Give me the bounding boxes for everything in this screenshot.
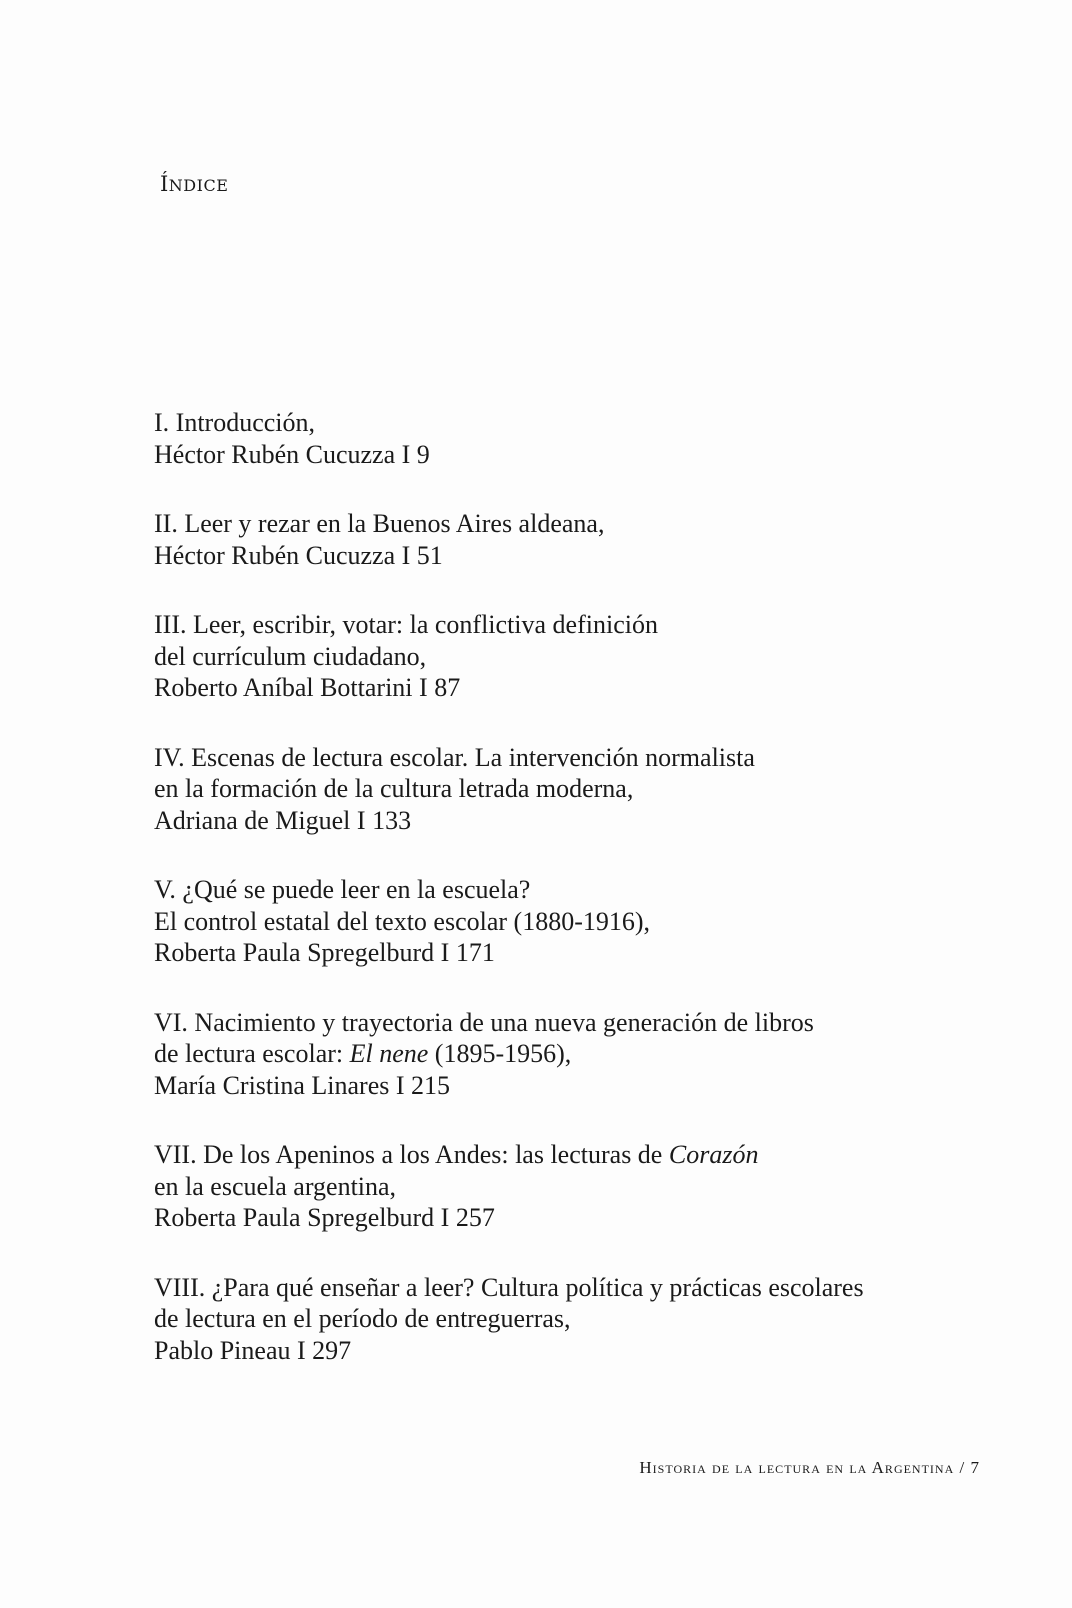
- toc-entry-title: III. Leer, escribir, votar: la conflictiva definición: [154, 610, 658, 639]
- toc-entry-title: II. Leer y rezar en la Buenos Aires aldeana,: [154, 509, 605, 538]
- toc-entry-author-line: [154, 439, 994, 471]
- toc-entry-title-text: de lectura escolar:: [154, 1039, 350, 1068]
- toc-entry-title: IV. Escenas de lectura escolar. La intervención normalista: [154, 742, 755, 772]
- running-footer-title: Historia de la lectura en la Argentina: [639, 1458, 955, 1477]
- index-heading-rest: NDICE: [168, 176, 229, 195]
- toc-entry-3: [154, 609, 994, 704]
- toc-entry-2: [154, 508, 994, 571]
- separator-bar: I: [389, 1070, 412, 1100]
- separator-bar: I: [350, 805, 373, 835]
- toc-entry-author-line: [154, 1335, 994, 1367]
- toc-entry-1: [154, 407, 994, 470]
- toc-entry-author-line: [154, 937, 994, 969]
- toc-entry-page-number: 257: [455, 1203, 495, 1232]
- book-title-italic: Corazón: [668, 1140, 759, 1169]
- toc-entry-author: Adriana de Miguel: [154, 805, 351, 835]
- toc-entry-author-line: [154, 672, 994, 704]
- running-footer-slash: /: [954, 1458, 971, 1477]
- separator-bar: I: [395, 540, 417, 570]
- toc-entry-author: María Cristina Linares: [154, 1070, 390, 1100]
- toc-entry-page-number: 9: [416, 439, 430, 469]
- toc-entry-title-continued: en la escuela argentina,: [154, 1171, 397, 1201]
- toc-entry-title: I. Introducción,: [154, 408, 316, 437]
- running-footer: [639, 1459, 980, 1476]
- toc-entry-title: V. ¿Qué se puede leer en la escuela?: [154, 875, 531, 904]
- toc-entry-title-text: VII. De los Apeninos a los Andes: las lecturas de: [154, 1140, 669, 1169]
- toc-entry-author: Pablo Pineau: [154, 1335, 291, 1365]
- toc-entry-page-number: 87: [434, 673, 461, 702]
- toc-entry-page-number: 297: [312, 1335, 352, 1365]
- index-heading-initial: Í: [160, 172, 169, 196]
- separator-bar: I: [412, 673, 435, 702]
- toc-entry-title-continued: del currículum ciudadano,: [154, 641, 427, 671]
- toc-entry-page-number: 133: [372, 805, 412, 835]
- book-title-italic: El nene: [349, 1039, 429, 1068]
- toc-entry-title-continued: en la formación de la cultura letrada moderna,: [154, 774, 634, 803]
- toc-entry-5: [154, 874, 994, 969]
- toc-entry-title: VI. Nacimiento y trayectoria de una nueva generación de libros: [154, 1007, 814, 1037]
- toc-entry-6: [154, 1007, 994, 1102]
- toc-entry-page-number: 51: [416, 540, 443, 570]
- table-of-contents: [154, 407, 994, 1404]
- toc-entry-author: Héctor Rubén Cucuzza: [154, 439, 396, 469]
- toc-entry-title: VIII. ¿Para qué enseñar a leer? Cultura política y prácticas escolares: [154, 1272, 864, 1302]
- index-heading: [160, 174, 228, 195]
- toc-entry-author-line: [154, 1202, 994, 1234]
- running-footer-page-number: 7: [970, 1458, 980, 1477]
- toc-entry-author: Roberta Paula Spregelburd: [154, 1203, 435, 1232]
- toc-entry-page-number: 171: [455, 938, 495, 967]
- separator-bar: I: [434, 1203, 456, 1232]
- toc-entry-author: Roberto Aníbal Bottarini: [154, 673, 413, 702]
- toc-entry-author-line: [154, 1070, 994, 1102]
- toc-entry-title-continued: El control estatal del texto escolar (1880-1916),: [154, 906, 651, 936]
- toc-entry-title: [154, 1139, 994, 1171]
- toc-entry-author: Héctor Rubén Cucuzza: [154, 540, 396, 570]
- separator-bar: I: [290, 1335, 313, 1365]
- separator-bar: I: [395, 439, 417, 469]
- toc-entry-author-line: [154, 805, 994, 837]
- toc-entry-title-continued: [154, 1038, 994, 1070]
- separator-bar: I: [434, 938, 456, 967]
- toc-entry-page-number: 215: [411, 1070, 451, 1100]
- toc-entry-title-text: (1895-1956),: [428, 1039, 572, 1068]
- toc-entry-4: [154, 742, 994, 837]
- toc-entry-title-continued: de lectura en el período de entreguerras,: [154, 1304, 571, 1333]
- toc-entry-author: Roberta Paula Spregelburd: [154, 938, 435, 967]
- toc-entry-8: [154, 1272, 994, 1367]
- toc-entry-7: [154, 1139, 994, 1234]
- toc-entry-author-line: [154, 540, 994, 572]
